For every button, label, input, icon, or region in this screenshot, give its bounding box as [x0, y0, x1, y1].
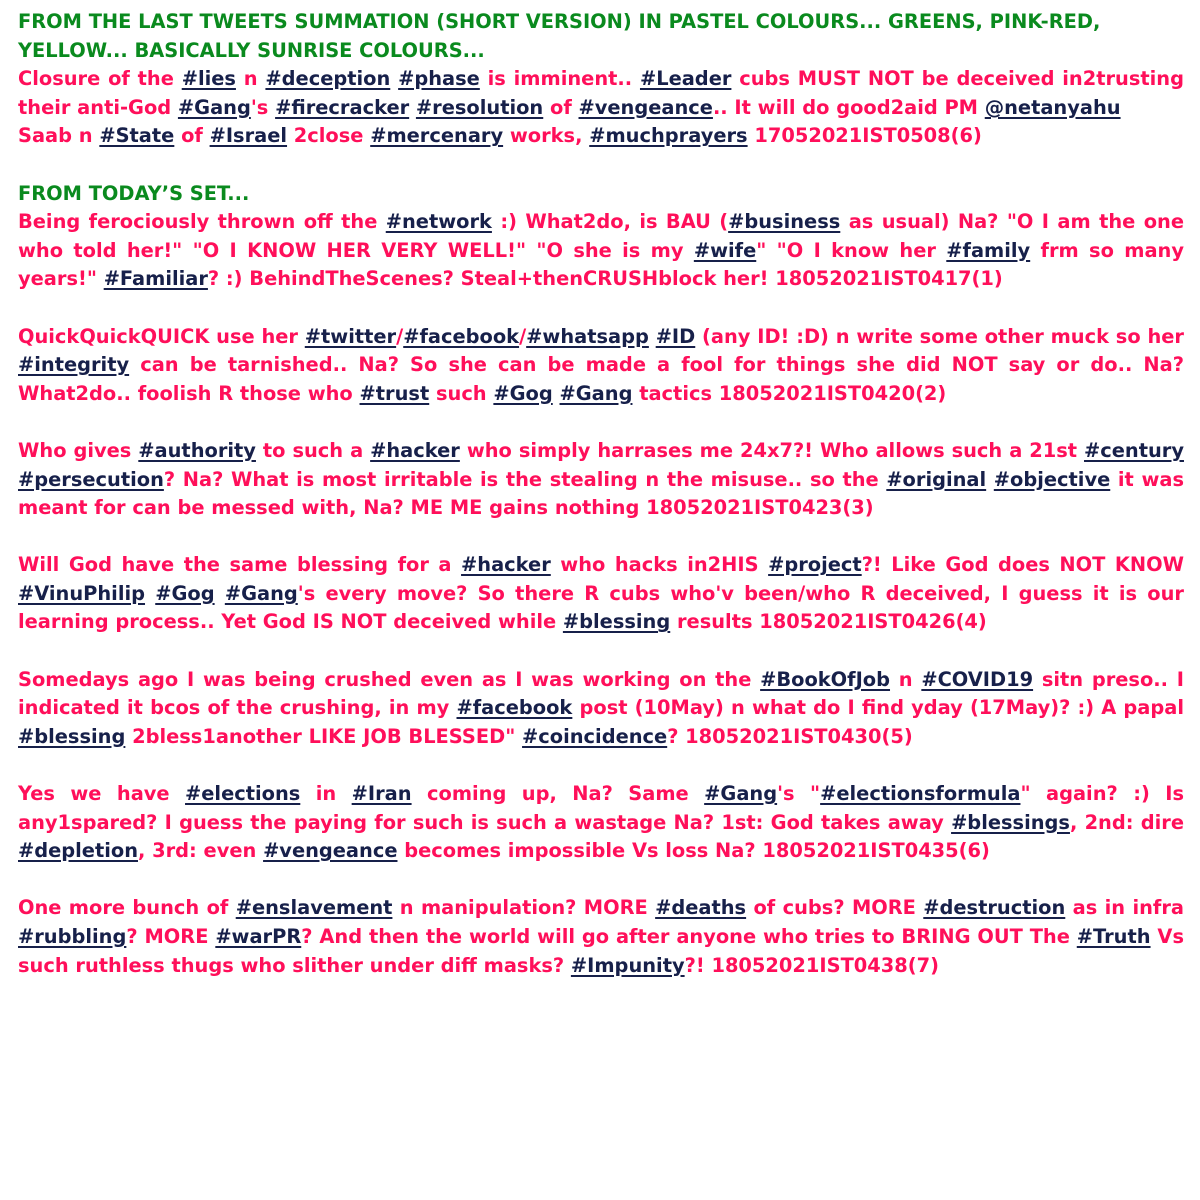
hashtag-link[interactable]: #resolution [415, 95, 544, 119]
text-run: (any ID! :D) n write some other muck so her [695, 324, 1184, 348]
hashtag-link[interactable]: #ID [655, 324, 696, 348]
tweet-paragraph [18, 437, 1184, 523]
tweet-paragraph [18, 122, 1184, 151]
tweet-paragraph [18, 780, 1184, 866]
text-run: / [519, 324, 527, 348]
hashtag-link[interactable]: #integrity [18, 353, 130, 377]
text-run: coming up, Na? Same [411, 782, 705, 806]
text-run: , 3rd: even [138, 839, 264, 863]
hashtag-link[interactable]: #Israel [209, 124, 288, 148]
text-run: as usual) Na? "O I am the one who told her!" "O I KNOW HER VERY WELL!" "O she is my [18, 210, 1185, 262]
text-run: ? MORE [126, 925, 216, 948]
hashtag-link[interactable]: #whatsapp [526, 324, 649, 348]
hashtag-link[interactable]: #elections [185, 782, 301, 806]
hashtag-link[interactable]: #facebook [403, 324, 520, 348]
hashtag-link[interactable]: #Truth [1076, 925, 1151, 948]
text-run: Will God have the same blessing for a [18, 553, 462, 577]
hashtag-link[interactable]: #Gang [177, 95, 251, 119]
text-run: sitn preso.. I indicated it bcos of the crushing, in my [18, 667, 1184, 720]
text-run [409, 96, 416, 119]
hashtag-link[interactable]: #lies [181, 67, 236, 91]
hashtag-link[interactable]: #enslavement [235, 896, 393, 920]
text-run: results 18052021IST0426(4) [670, 610, 987, 634]
hashtag-link[interactable]: #trust [359, 381, 430, 405]
text-run [390, 67, 398, 90]
text-run: Yes we have [18, 782, 186, 806]
tweet-paragraph [18, 551, 1184, 637]
text-run: " again? :) Is any1spared? I guess the paying for such is such a wastage Na? 1st: God takes away [18, 782, 1185, 834]
hashtag-link[interactable]: #authority [138, 438, 256, 462]
text-run: QuickQuickQUICK use her [18, 324, 305, 348]
text-run: .. It will do good2aid PM [712, 95, 985, 119]
text-run: becomes impossible Vs loss Na? 18052021IST0435(6) [397, 839, 990, 863]
text-run: n manipulation? MORE [392, 896, 656, 920]
text-run: Somedays ago I was being crushed even as I was working on the [18, 667, 761, 691]
text-run: FROM THE LAST TWEETS SUMMATION (SHORT VERSION) IN PASTEL COLOURS... GREENS, PINK-RED, YELLOW... BASICALLY SUNRISE COLOURS... [18, 10, 1101, 62]
text-run: Saab n [18, 124, 100, 148]
hashtag-link[interactable]: #blessings [951, 810, 1070, 834]
hashtag-link[interactable]: #electionsformula [820, 782, 1021, 806]
text-run: 's every move? So there R cubs who'v been/who R deceived, I guess it is our learning process.. Yet God IS NOT deceived while [18, 581, 1184, 634]
text-run [145, 582, 155, 605]
hashtag-link[interactable]: #family [946, 238, 1031, 262]
hashtag-link[interactable]: #destruction [923, 896, 1066, 920]
section-heading [18, 180, 1184, 209]
hashtag-link[interactable]: #Gang [559, 381, 633, 405]
hashtag-link[interactable]: #objective [993, 467, 1111, 491]
hashtag-link[interactable]: #warPR [215, 925, 302, 948]
text-run: ? Na? What is most irritable is the stealing n the misuse.. so the [163, 467, 887, 491]
text-run [553, 382, 560, 405]
text-run: ? :) BehindTheScenes? Steal+thenCRUSHblock her! 18052021IST0417(1) [207, 267, 1003, 291]
text-run: such [429, 381, 494, 405]
text-run: cubs MUST NOT be deceived in2trusting their anti-God [18, 67, 1184, 119]
hashtag-link[interactable]: #depletion [18, 839, 138, 863]
tweet-document [18, 8, 1184, 980]
hashtag-link[interactable]: #firecracker [275, 95, 410, 119]
text-run: 's " [777, 782, 821, 806]
text-run: in [300, 782, 352, 806]
text-run: as in infra [1065, 896, 1185, 920]
hashtag-link[interactable]: #blessing [18, 724, 126, 748]
text-run: Being ferociously thrown off the [18, 210, 386, 234]
hashtag-link[interactable]: #COVID19 [921, 667, 1034, 691]
text-run: ? And then the world will go after anyone who tries to BRING OUT The [301, 925, 1077, 948]
hashtag-link[interactable]: #hacker [370, 438, 460, 462]
text-run: tactics 18052021IST0420(2) [632, 381, 947, 405]
hashtag-link[interactable]: #project [768, 553, 862, 577]
hashtag-link[interactable]: #network [385, 210, 492, 234]
text-run: post (10May) n what do I find yday (17May)? :) A papal [572, 696, 1185, 720]
hashtag-link[interactable]: #BookOfJob [760, 667, 891, 691]
tweet-paragraph [18, 65, 1184, 122]
text-run: can be tarnished.. Na? So she can be made a fool for things she did NOT say or do.. Na? What2do.. foolish R those who [18, 353, 1184, 405]
text-run: Vs such ruthless thugs who slither under diff masks? [18, 925, 1184, 977]
text-run: n [890, 667, 922, 691]
hashtag-link[interactable]: #Impunity [570, 953, 685, 977]
text-run: n [235, 67, 266, 91]
text-run: works, [503, 124, 590, 148]
hashtag-link[interactable]: #wife [693, 238, 757, 262]
text-run: Who gives [18, 438, 139, 462]
text-run: to such a [255, 438, 371, 462]
hashtag-link[interactable]: #Leader [639, 67, 732, 91]
hashtag-link[interactable]: #original [886, 467, 987, 491]
hashtag-link[interactable]: #twitter [304, 324, 397, 348]
text-run: 's [250, 95, 276, 119]
text-run [649, 325, 656, 348]
section-heading [18, 8, 1184, 65]
hashtag-link[interactable]: #persecution [18, 467, 164, 491]
hashtag-link[interactable]: #Gog [493, 381, 553, 405]
text-run: 2close [287, 124, 371, 148]
mention-link[interactable]: @netanyahu [984, 95, 1121, 119]
hashtag-link[interactable]: #coincidence [522, 724, 668, 748]
text-run: of [174, 124, 210, 148]
hashtag-link[interactable]: #Familiar [103, 267, 208, 291]
text-run: ?! 18052021IST0438(7) [684, 953, 939, 977]
tweet-paragraph [18, 666, 1184, 752]
hashtag-link[interactable]: #phase [398, 67, 480, 91]
hashtag-link[interactable]: #Gang [704, 782, 778, 806]
hashtag-link[interactable]: #rubbling [18, 925, 127, 948]
tweet-paragraph [18, 894, 1184, 980]
hashtag-link[interactable]: #State [99, 124, 175, 148]
text-run: FROM TODAY’S SET... [18, 181, 250, 205]
text-run: who hacks in2HIS [550, 553, 769, 577]
text-run: of [543, 95, 579, 119]
text-run: of cubs? MORE [746, 896, 924, 920]
text-run: who simply harrases me 24x7?! Who allows such a 21st [459, 438, 1084, 462]
text-run: ?! Like God does NOT KNOW [861, 553, 1185, 577]
tweet-paragraph [18, 208, 1184, 294]
hashtag-link[interactable]: #business [728, 210, 841, 234]
text-run [215, 582, 225, 605]
text-run: One more bunch of [18, 896, 236, 920]
tweet-paragraph [18, 323, 1184, 409]
hashtag-link[interactable]: #blessing [562, 610, 671, 634]
text-run: ? 18052021IST0430(5) [667, 724, 913, 748]
hashtag-link[interactable]: #muchprayers [589, 124, 748, 148]
text-run: :) What2do, is BAU ( [491, 210, 729, 234]
hashtag-link[interactable]: #VinuPhilip [18, 581, 146, 605]
text-run: " "O I know her [756, 238, 947, 262]
text-run: , 2nd: dire [1069, 810, 1184, 834]
hashtag-link[interactable]: #Iran [351, 782, 412, 806]
text-run: 17052021IST0508(6) [747, 124, 982, 148]
hashtag-link[interactable]: #Gang [224, 581, 298, 605]
text-run: 2bless1another LIKE JOB BLESSED" [125, 724, 523, 748]
hashtag-link[interactable]: #century [1084, 438, 1184, 462]
text-run: is imminent.. [479, 67, 640, 91]
hashtag-link[interactable]: #Gog [155, 581, 215, 605]
text-run [986, 468, 994, 491]
hashtag-link[interactable]: #mercenary [370, 124, 504, 148]
text-run: it was meant for can be messed with, Na? ME ME gains nothing 18052021IST0423(3) [18, 467, 1184, 520]
text-run: Closure of the [18, 67, 182, 91]
hashtag-link[interactable]: #deaths [655, 896, 747, 920]
hashtag-link[interactable]: #vengeance [578, 95, 713, 119]
hashtag-link[interactable]: #hacker [461, 553, 551, 577]
hashtag-link[interactable]: #deception [265, 67, 391, 91]
text-run: / [396, 324, 404, 348]
hashtag-link[interactable]: #facebook [456, 696, 573, 720]
hashtag-link[interactable]: #vengeance [263, 839, 398, 863]
text-run: frm so many years!" [18, 238, 1184, 291]
